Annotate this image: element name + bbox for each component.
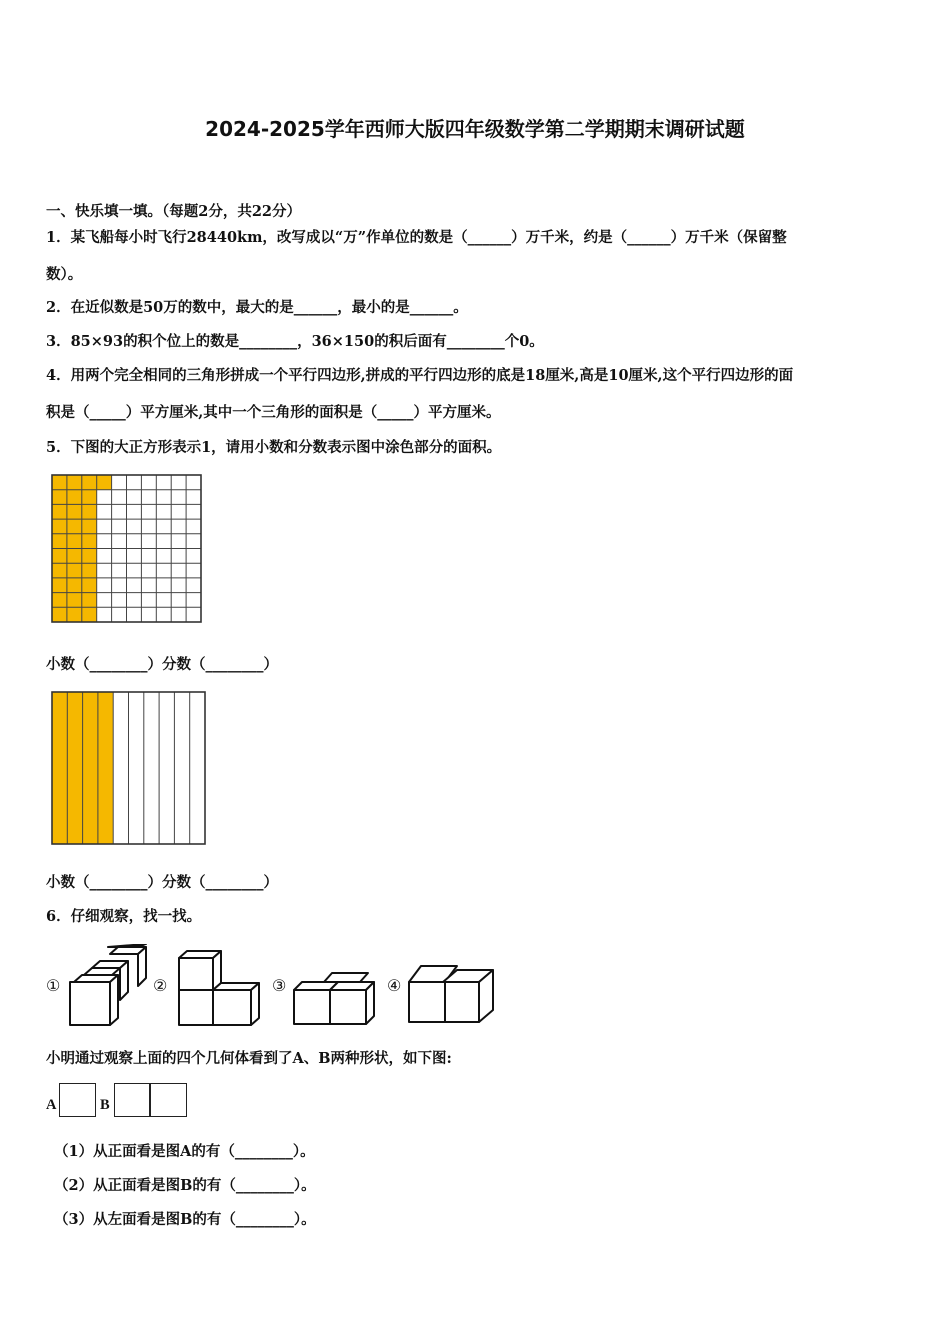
question-1-line-2: 数）。 [46, 266, 83, 283]
question-3: 3．85×93的积个位上的数是________，36×150的积后面有________个0。 [46, 333, 544, 350]
solid-shape-3 [290, 970, 376, 1028]
question-2: 2．在近似数是50万的数中，最大的是______，最小的是______。 [46, 299, 468, 316]
answer-line-1: 小数（________）分数（________） [46, 656, 278, 673]
question-6: 6．仔细观察，找一找。 [46, 908, 202, 925]
page-title: 2024-2025学年西师大版四年级数学第二学期期末调研试题 [205, 117, 745, 141]
marker-1: ① [46, 978, 61, 995]
grid-figure [51, 474, 203, 624]
observe-text: 小明通过观察上面的四个几何体看到了A、B两种形状，如下图: [46, 1050, 452, 1067]
solid-shape-4 [405, 962, 497, 1028]
shape-b-box-left [114, 1083, 151, 1117]
marker-3: ③ [272, 978, 287, 995]
label-b: B [100, 1097, 110, 1113]
answer-line-2: 小数（________）分数（________） [46, 874, 278, 891]
question-4-line-2: 积是（_____）平方厘米,其中一个三角形的面积是（_____）平方厘米。 [46, 404, 501, 421]
shaded-strip [98, 692, 113, 844]
question-4-line-1: 4．用两个完全相同的三角形拼成一个平行四边形,拼成的平行四边形的底是18厘米,高是10厘米,这个平行四边形的面 [46, 367, 794, 384]
shaded-strip [52, 692, 67, 844]
shaded-strip [67, 692, 82, 844]
sub-question-2: （2）从正面看是图B的有（________）。 [54, 1177, 316, 1194]
sub-question-3: （3）从左面看是图B的有（________）。 [54, 1211, 316, 1228]
solid-shape-1 [66, 944, 152, 1028]
sub-question-1: （1）从正面看是图A的有（________）。 [54, 1143, 315, 1160]
shape-b-box-right [149, 1083, 187, 1117]
strip-figure [51, 691, 207, 846]
shaded-strip [83, 692, 98, 844]
shape-a-box [59, 1083, 96, 1117]
marker-4: ④ [387, 978, 402, 995]
solid-shape-2 [175, 948, 265, 1028]
question-1-line-1: 1．某飞船每小时飞行28440km，改写成以“万”作单位的数是（______）万千米，约是（______）万千米（保留整 [46, 229, 787, 246]
question-5: 5．下图的大正方形表示1，请用小数和分数表示图中涂色部分的面积。 [46, 439, 502, 456]
marker-2: ② [153, 978, 168, 995]
label-a: A [46, 1097, 57, 1113]
section-heading: 一、快乐填一填。（每题2分，共22分） [46, 203, 302, 220]
shaded-cell [97, 475, 112, 490]
